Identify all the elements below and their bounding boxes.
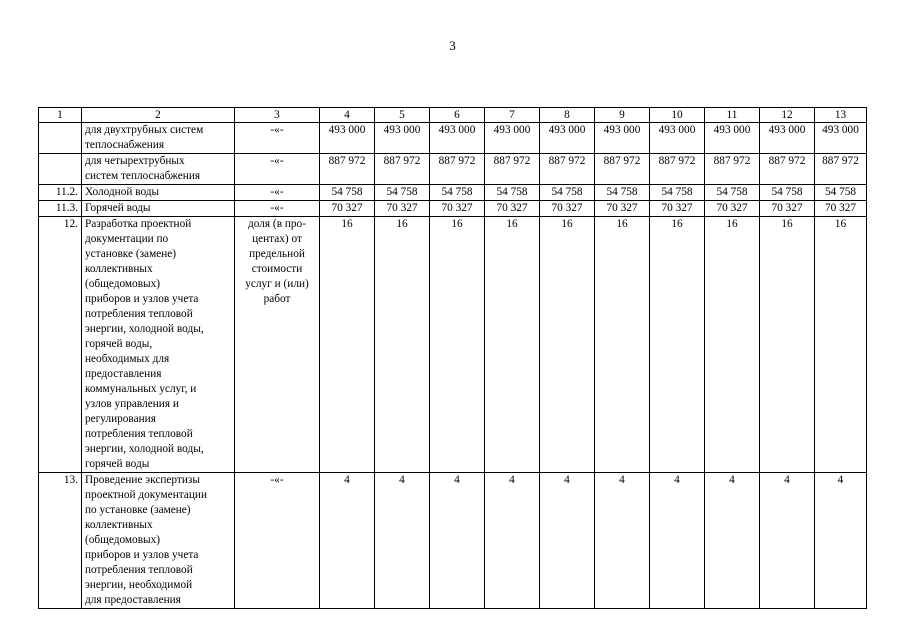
value-cell: 54 758 bbox=[540, 185, 595, 201]
value-cell: 54 758 bbox=[760, 185, 815, 201]
row-name: для двухтрубных систем теплоснабжения bbox=[82, 123, 235, 154]
table-row bbox=[39, 123, 867, 154]
value-cell: 54 758 bbox=[485, 185, 540, 201]
value-cell: 70 327 bbox=[430, 201, 485, 217]
header-cell: 13 bbox=[815, 108, 867, 123]
value-cell: 16 bbox=[430, 217, 485, 473]
value-cell: 54 758 bbox=[595, 185, 650, 201]
table-row bbox=[39, 201, 867, 217]
row-name: для четырехтрубных систем теплоснабжения bbox=[82, 154, 235, 185]
value-cell: 54 758 bbox=[375, 185, 430, 201]
value-cell: 16 bbox=[375, 217, 430, 473]
value-cell: 70 327 bbox=[705, 201, 760, 217]
value-cell: 54 758 bbox=[705, 185, 760, 201]
value-cell: 16 bbox=[815, 217, 867, 473]
value-cell: 4 bbox=[485, 473, 540, 609]
value-cell: 887 972 bbox=[320, 154, 375, 185]
value-cell: 16 bbox=[540, 217, 595, 473]
value-cell: 887 972 bbox=[650, 154, 705, 185]
header-cell: 2 bbox=[82, 108, 235, 123]
row-unit: -«- bbox=[235, 154, 320, 185]
value-cell: 887 972 bbox=[595, 154, 650, 185]
header-cell: 7 bbox=[485, 108, 540, 123]
header-cell: 1 bbox=[39, 108, 82, 123]
value-cell: 4 bbox=[430, 473, 485, 609]
value-cell: 54 758 bbox=[430, 185, 485, 201]
value-cell: 493 000 bbox=[540, 123, 595, 154]
value-cell: 70 327 bbox=[320, 201, 375, 217]
value-cell: 54 758 bbox=[815, 185, 867, 201]
value-cell: 887 972 bbox=[760, 154, 815, 185]
row-number: 11.2. bbox=[39, 185, 82, 201]
header-row bbox=[39, 108, 867, 123]
table-row bbox=[39, 185, 867, 201]
value-cell: 16 bbox=[485, 217, 540, 473]
value-cell: 16 bbox=[705, 217, 760, 473]
value-cell: 70 327 bbox=[650, 201, 705, 217]
table-row bbox=[39, 217, 867, 473]
row-name: Холодной воды bbox=[82, 185, 235, 201]
value-cell: 16 bbox=[595, 217, 650, 473]
value-cell: 887 972 bbox=[375, 154, 430, 185]
value-cell: 887 972 bbox=[485, 154, 540, 185]
value-cell: 4 bbox=[650, 473, 705, 609]
value-cell: 16 bbox=[320, 217, 375, 473]
row-name: Проведение экспертизы проектной документации по установке (замене) коллективных (общедомовых) приборов и узлов учета потребления тепловой энергии, необходимой для предоставления bbox=[82, 473, 235, 609]
value-cell: 887 972 bbox=[815, 154, 867, 185]
value-cell: 493 000 bbox=[815, 123, 867, 154]
value-cell: 493 000 bbox=[650, 123, 705, 154]
value-cell: 4 bbox=[375, 473, 430, 609]
row-unit: -«- bbox=[235, 185, 320, 201]
value-cell: 70 327 bbox=[375, 201, 430, 217]
header-cell: 10 bbox=[650, 108, 705, 123]
row-name: Горячей воды bbox=[82, 201, 235, 217]
row-number: 13. bbox=[39, 473, 82, 609]
header-cell: 9 bbox=[595, 108, 650, 123]
value-cell: 4 bbox=[705, 473, 760, 609]
table-row bbox=[39, 473, 867, 609]
row-unit: -«- bbox=[235, 201, 320, 217]
value-cell: 4 bbox=[595, 473, 650, 609]
value-cell: 4 bbox=[320, 473, 375, 609]
value-cell: 493 000 bbox=[430, 123, 485, 154]
header-cell: 8 bbox=[540, 108, 595, 123]
value-cell: 70 327 bbox=[595, 201, 650, 217]
value-cell: 493 000 bbox=[485, 123, 540, 154]
row-name: Разработка проектной документации по установке (замене) коллективных (общедомовых) приборов и узлов учета потребления тепловой энергии, холодной воды, горячей воды, необходимых для предоставления коммунальных услуг, и узлов управления и регулирования потребления тепловой энергии, холодной воды, горячей воды bbox=[82, 217, 235, 473]
row-number bbox=[39, 123, 82, 154]
row-unit: -«- bbox=[235, 123, 320, 154]
value-cell: 493 000 bbox=[760, 123, 815, 154]
header-cell: 11 bbox=[705, 108, 760, 123]
value-cell: 493 000 bbox=[705, 123, 760, 154]
value-cell: 54 758 bbox=[650, 185, 705, 201]
header-cell: 12 bbox=[760, 108, 815, 123]
row-number: 11.3. bbox=[39, 201, 82, 217]
row-unit: доля (в про- центах) от предельной стоимости услуг и (или) работ bbox=[235, 217, 320, 473]
value-cell: 16 bbox=[760, 217, 815, 473]
page-number: 3 bbox=[449, 38, 456, 53]
header-cell: 3 bbox=[235, 108, 320, 123]
tariff-table bbox=[38, 107, 867, 609]
row-number bbox=[39, 154, 82, 185]
header-cell: 6 bbox=[430, 108, 485, 123]
value-cell: 70 327 bbox=[760, 201, 815, 217]
header-cell: 5 bbox=[375, 108, 430, 123]
value-cell: 887 972 bbox=[705, 154, 760, 185]
value-cell: 16 bbox=[650, 217, 705, 473]
value-cell: 493 000 bbox=[595, 123, 650, 154]
header-cell: 4 bbox=[320, 108, 375, 123]
value-cell: 4 bbox=[760, 473, 815, 609]
row-unit: -«- bbox=[235, 473, 320, 609]
value-cell: 887 972 bbox=[430, 154, 485, 185]
row-number: 12. bbox=[39, 217, 82, 473]
value-cell: 70 327 bbox=[485, 201, 540, 217]
value-cell: 887 972 bbox=[540, 154, 595, 185]
table-row bbox=[39, 154, 867, 185]
value-cell: 4 bbox=[815, 473, 867, 609]
value-cell: 70 327 bbox=[815, 201, 867, 217]
value-cell: 493 000 bbox=[375, 123, 430, 154]
value-cell: 70 327 bbox=[540, 201, 595, 217]
value-cell: 4 bbox=[540, 473, 595, 609]
value-cell: 54 758 bbox=[320, 185, 375, 201]
value-cell: 493 000 bbox=[320, 123, 375, 154]
